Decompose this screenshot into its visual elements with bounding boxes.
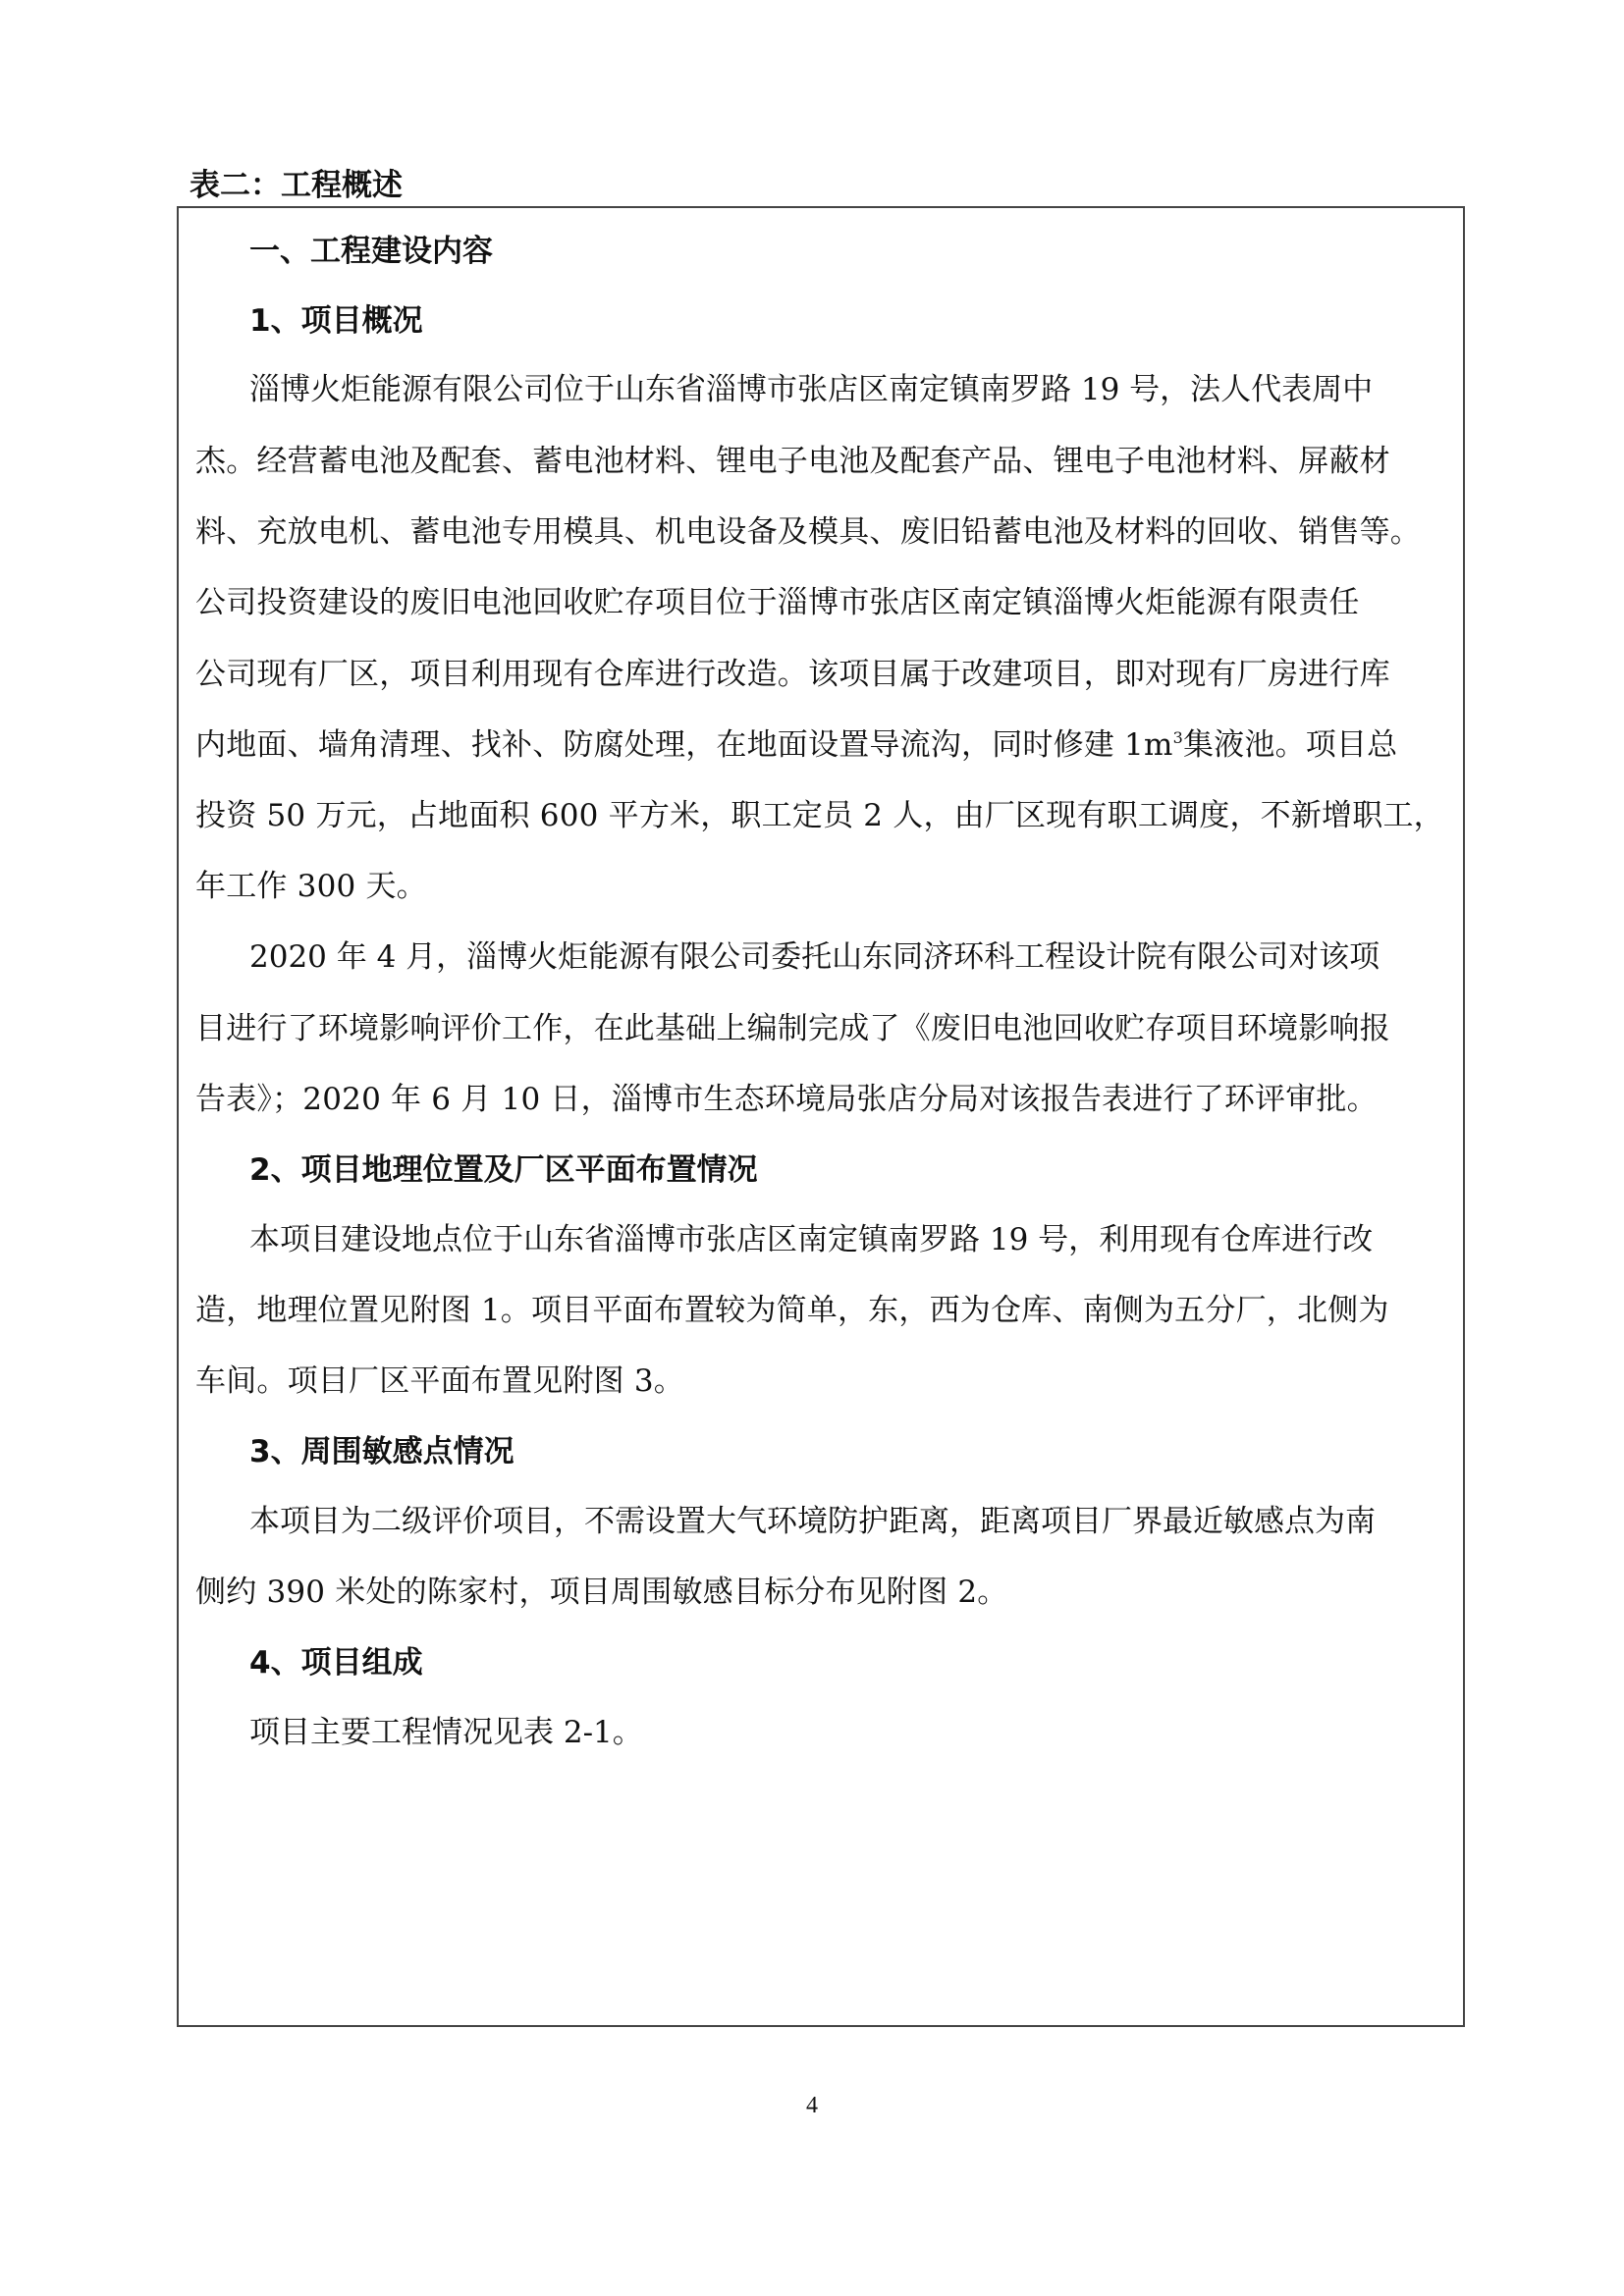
- paragraph-text: 集液池。项目总: [1182, 727, 1398, 763]
- paragraph-line: 告表》；2020 年 6 月 10 日，淄博市生态环境局张店分局对该报告表进行了环评审批。: [195, 1082, 1378, 1117]
- paragraph-line: 车间。项目厂区平面布置见附图 3。: [195, 1363, 684, 1399]
- paragraph-line: 造，地理位置见附图 1。项目平面布置较为简单，东，西为仓库、南侧为五分厂，北侧为: [195, 1293, 1389, 1328]
- paragraph-line: [195, 725, 1397, 765]
- subsection-heading-2: 2、项目地理位置及厂区平面布置情况: [249, 1152, 758, 1188]
- paragraph-line: 公司现有厂区，项目利用现有仓库进行改造。该项目属于改建项目，即对现有厂房进行库: [195, 657, 1390, 692]
- paragraph-line: 淄博火炬能源有限公司位于山东省淄博市张店区南定镇南罗路 19 号，法人代表周中: [249, 372, 1374, 407]
- subsection-heading-4: 4、项目组成: [249, 1645, 423, 1681]
- paragraph-line: 项目主要工程情况见表 2-1。: [249, 1715, 643, 1750]
- paragraph-line: 目进行了环境影响评价工作，在此基础上编制完成了《废旧电池回收贮存项目环境影响报: [195, 1011, 1390, 1046]
- paragraph-text: 内地面、墙角清理、找补、防腐处理，在地面设置导流沟，同时修建 1m: [195, 727, 1173, 763]
- paragraph-line: 本项目为二级评价项目，不需设置大气环境防护距离，距离项目厂界最近敏感点为南: [249, 1504, 1376, 1539]
- paragraph-line: 侧约 390 米处的陈家村，项目周围敏感目标分布见附图 2。: [195, 1575, 1008, 1610]
- page-number: 4: [806, 2093, 818, 2118]
- paragraph-line: 本项目建设地点位于山东省淄博市张店区南定镇南罗路 19 号，利用现有仓库进行改: [249, 1222, 1374, 1257]
- superscript: 3: [1172, 728, 1183, 747]
- subsection-heading-1: 1、项目概况: [249, 303, 423, 339]
- table-title: 表二：工程概述: [189, 168, 403, 203]
- paragraph-line: 料、充放电机、蓄电池专用模具、机电设备及模具、废旧铅蓄电池及材料的回收、销售等。: [195, 514, 1421, 550]
- subsection-heading-3: 3、周围敏感点情况: [249, 1434, 514, 1469]
- paragraph-line: 杰。经营蓄电池及配套、蓄电池材料、锂电子电池及配套产品、锂电子电池材料、屏蔽材: [195, 444, 1390, 479]
- section-heading: 一、工程建设内容: [249, 234, 493, 269]
- paragraph-line: 投资 50 万元，占地面积 600 平方米，职工定员 2 人，由厂区现有职工调度，不新增职工，: [195, 798, 1444, 833]
- paragraph-line: 公司投资建设的废旧电池回收贮存项目位于淄博市张店区南定镇淄博火炬能源有限责任: [195, 585, 1360, 620]
- paragraph-line: 2020 年 4 月，淄博火炬能源有限公司委托山东同济环科工程设计院有限公司对该项: [249, 939, 1380, 975]
- paragraph-line: 年工作 300 天。: [195, 869, 427, 904]
